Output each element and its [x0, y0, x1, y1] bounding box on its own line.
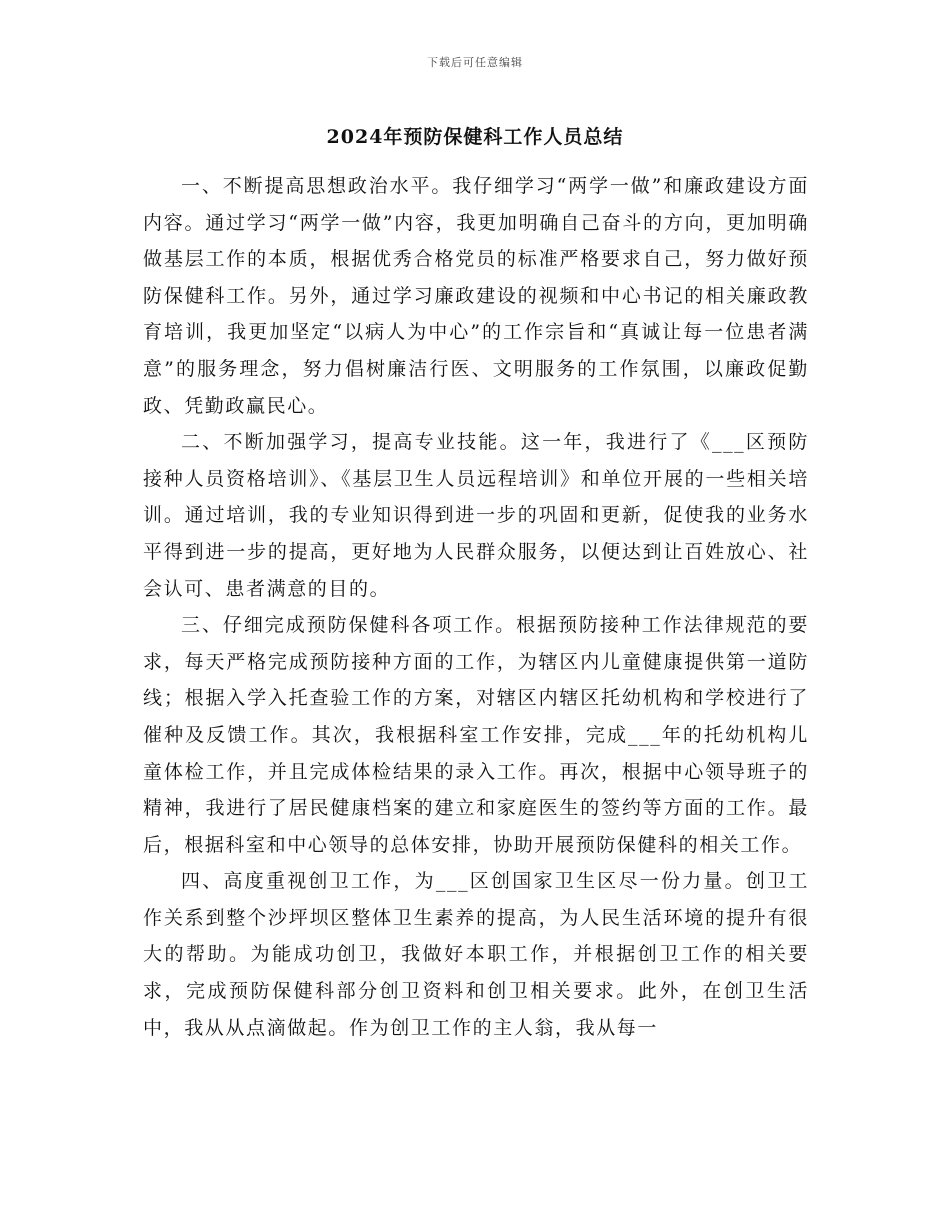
paragraph-work: 三、仔细完成预防保健科各项工作。根据预防接种工作法律规范的要求，每天严格完成预防接种方面的工作，为辖区内儿童健康提供第一道防线；根据入学入托查验工作的方案，对辖区内辖区托幼机构和学校进行了催种及反馈工作。其次，我根据科室工作安排，完成___年的托幼机构儿童体检工作，并且完成体检结果的录入工作。再次，根据中心领导班子的精神，我进行了居民健康档案的建立和家庭医生的签约等方面的工作。最后，根据科室和中心领导的总体安排，协助开展预防保健科的相关工作。: [143, 614, 809, 856]
document-title: 2024年预防保健科工作人员总结: [326, 126, 624, 148]
paragraph-sanitation: 四、高度重视创卫工作，为___区创国家卫生区尽一份力量。创卫工作关系到整个沙坪坝区整体卫生素养的提高，为人民生活环境的提升有很大的帮助。为能成功创卫，我做好本职工作，并根据创卫工作的相关要求，完成预防保健科部分创卫资料和创卫相关要求。此外，在创卫生活中，我从从点滴做起。作为创卫工作的主人翁，我从每一: [143, 870, 809, 1039]
paragraph-study: 二、不断加强学习，提高专业技能。这一年，我进行了《___区预防接种人员资格培训》、《基层卫生人员远程培训》和单位开展的一些相关培训。通过培训，我的专业知识得到进一步的巩固和更新，促使我的业务水平得到进一步的提高，更好地为人民群众服务，以便达到让百姓放心、社会认可、患者满意的目的。: [143, 431, 809, 600]
paragraph-political: 一、不断提高思想政治水平。我仔细学习“两学一做”和廉政建设方面内容。通过学习“两学一做”内容，我更加明确自己奋斗的方向，更加明确做基层工作的本质，根据优秀合格党员的标准严格要求自己，努力做好预防保健科工作。另外，通过学习廉政建设的视频和中心书记的相关廉政教育培训，我更加坚定“以病人为中心”的工作宗旨和“真诚让每一位患者满意”的服务理念，努力倡树廉洁行医、文明服务的工作氛围，以廉政促勤政、凭勤政赢民心。: [143, 175, 809, 417]
header-note: 下载后可任意编辑: [427, 56, 523, 69]
document-body: [143, 168, 809, 1046]
